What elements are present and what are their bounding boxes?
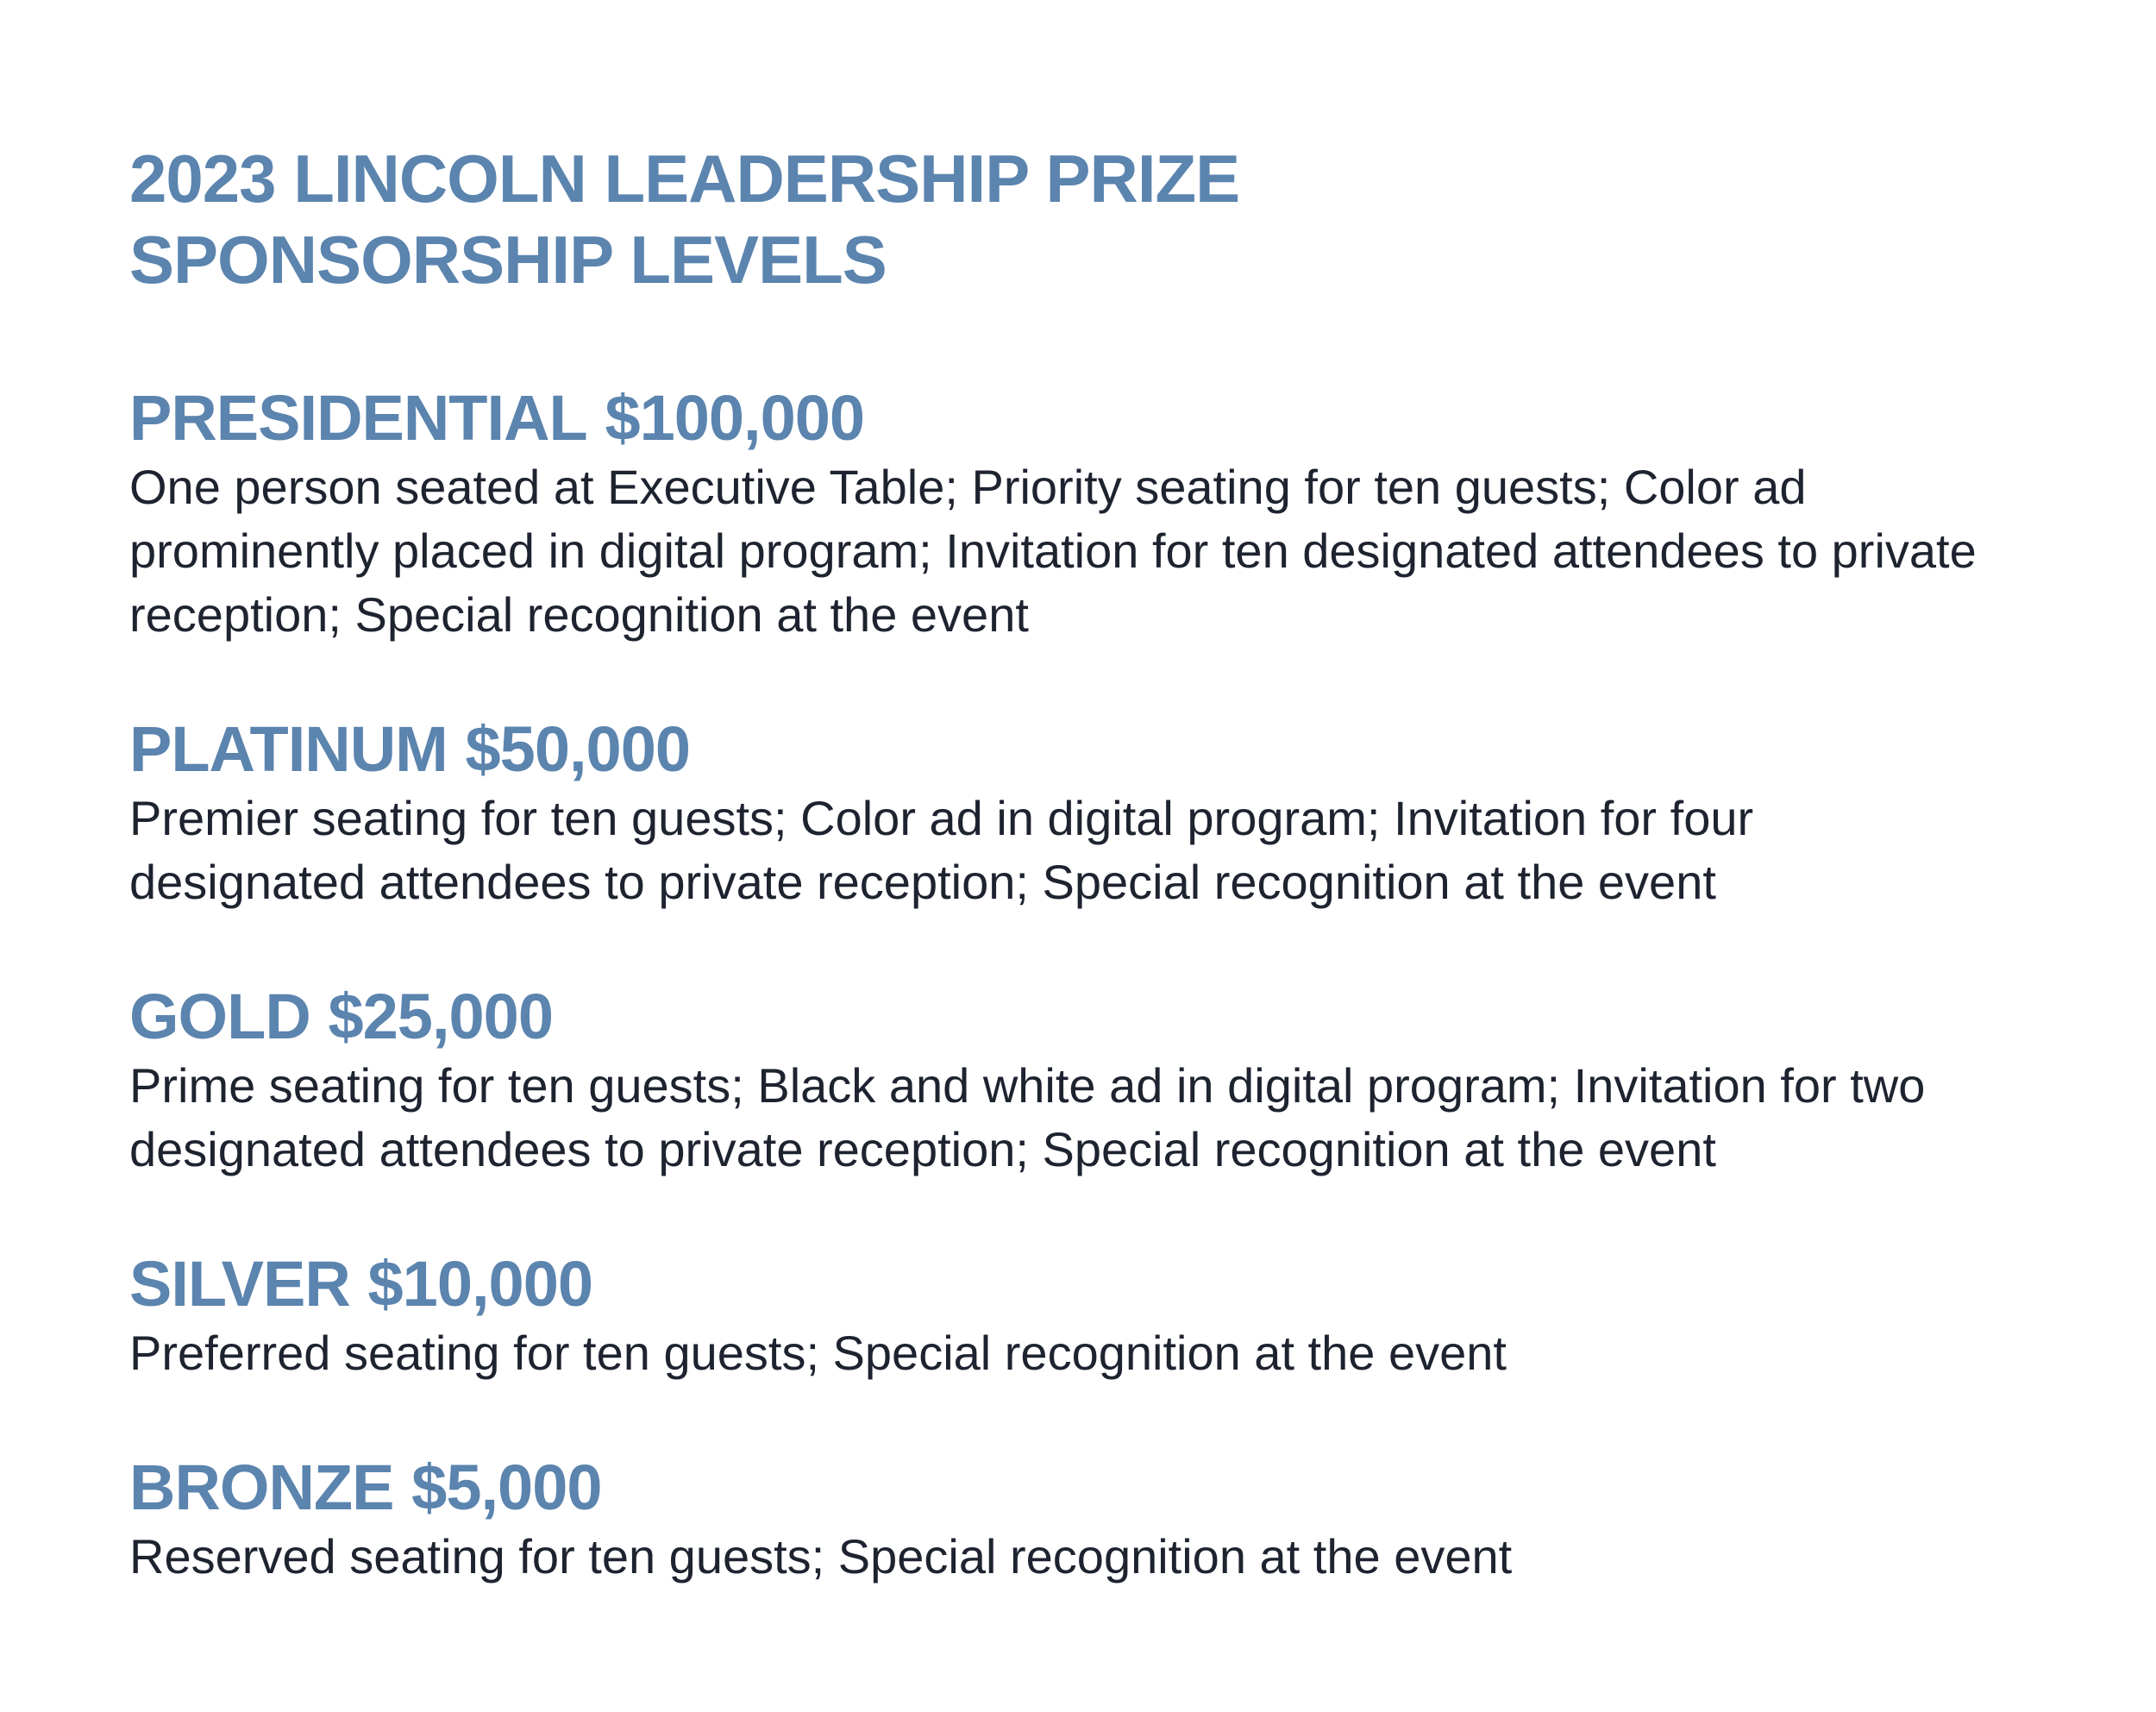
level-presidential [129,383,2070,647]
level-description: Prime seating for ten guests; Black and white ad in digital program; Invitation for two designated attendees to private reception; Special recognition at the event [129,1058,1926,1176]
level-heading [129,714,2070,785]
sponsorship-levels-list [129,383,2070,1589]
level-name: PLATINUM [129,713,448,785]
level-name: PRESIDENTIAL [129,382,587,454]
level-gold [129,981,2070,1182]
level-price: $25,000 [328,981,553,1052]
level-description: Preferred seating for ten guests; Special recognition at the event [129,1326,1507,1380]
level-name: SILVER [129,1248,350,1320]
document-title [129,138,2070,300]
level-description: Premier seating for ten guests; Color ad in digital program; Invitation for four designated attendees to private reception; Special recognition at the event [129,791,1754,909]
level-price: $100,000 [605,382,865,454]
level-heading [129,1249,2070,1320]
level-price: $5,000 [411,1452,602,1523]
level-heading [129,1452,2070,1523]
title-line-1: 2023 LINCOLN LEADERSHIP PRIZE [129,141,1240,216]
level-description: Reserved seating for ten guests; Special recognition at the event [129,1529,1513,1583]
level-bronze [129,1452,2070,1589]
level-platinum [129,714,2070,914]
level-heading [129,981,2070,1052]
level-name: GOLD [129,981,310,1052]
level-name: BRONZE [129,1452,394,1523]
level-description: One person seated at Executive Table; Priority seating for ten guests; Color ad prominently placed in digital program; Invitation for ten designated attendees to private reception; Special recognition at the event [129,460,1977,642]
title-line-2: SPONSORSHIP LEVELS [129,222,887,298]
sponsorship-document [129,138,2070,1656]
level-price: $10,000 [367,1248,593,1320]
level-price: $50,000 [465,713,691,785]
level-silver [129,1249,2070,1385]
level-heading [129,383,2070,454]
